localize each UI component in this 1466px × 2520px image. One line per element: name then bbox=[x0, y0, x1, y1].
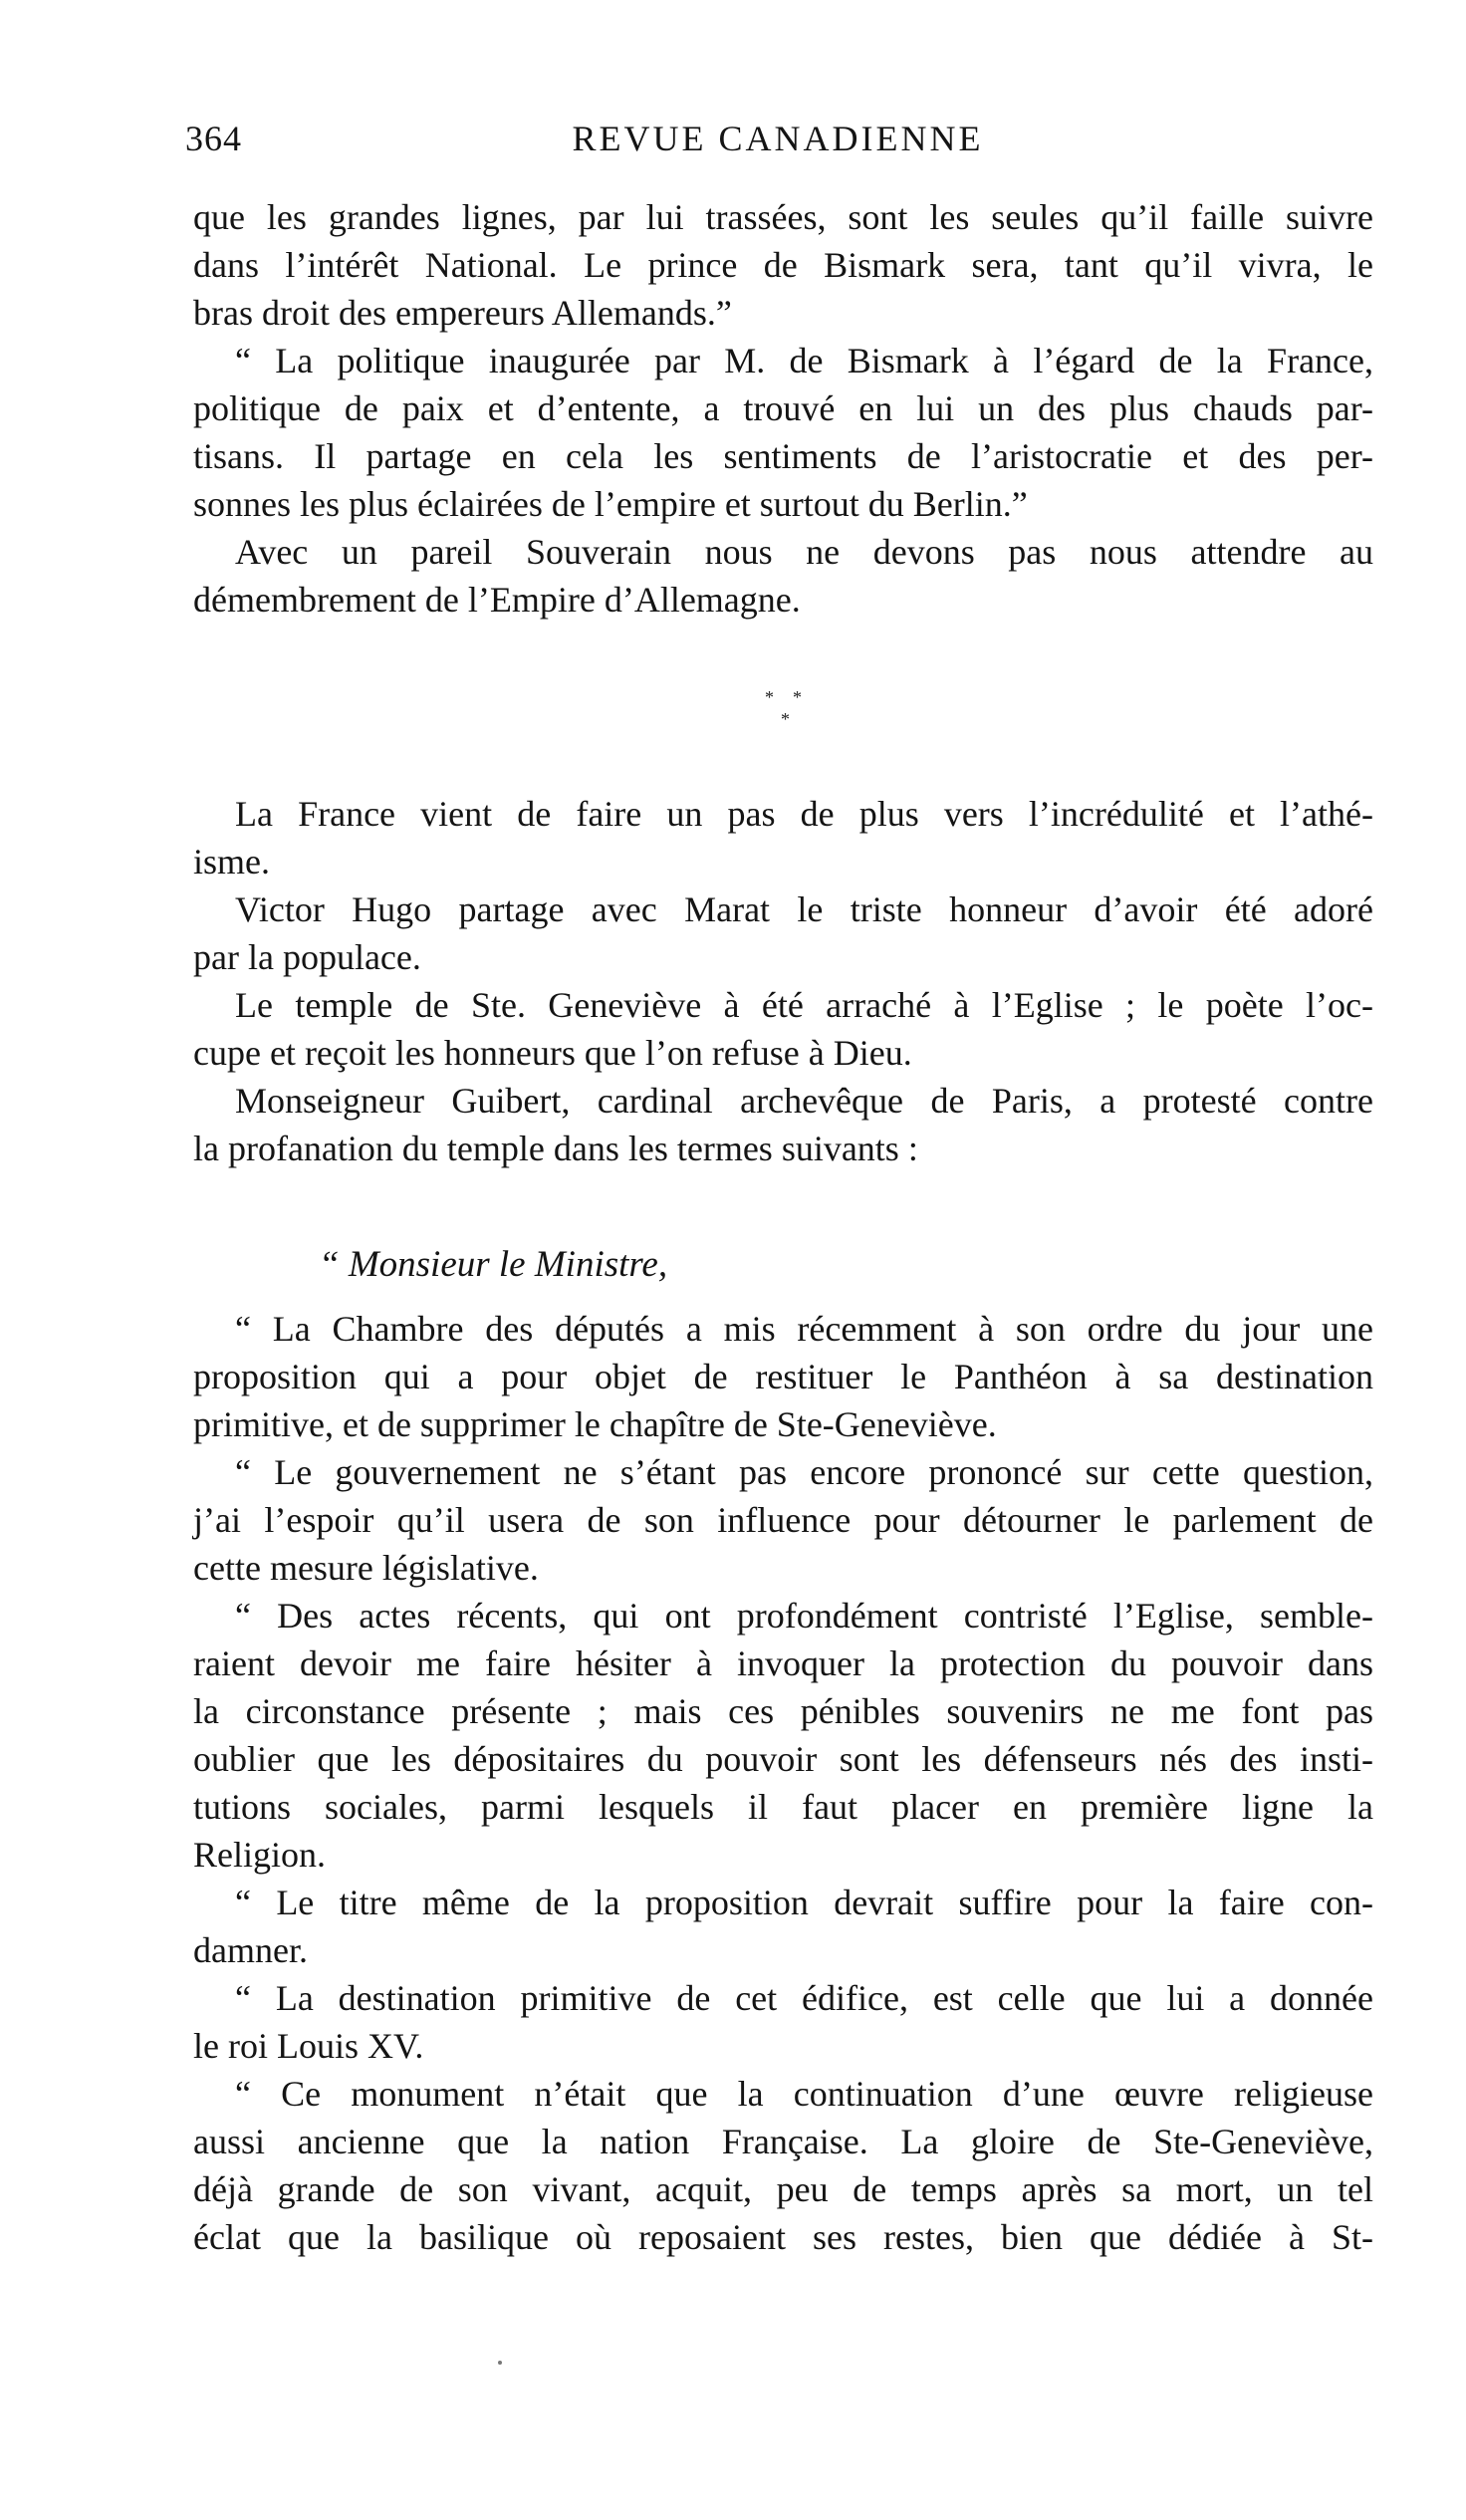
paragraph-block-france bbox=[193, 790, 1373, 1172]
text-line: Victor Hugo partage avec Marat le triste honneur d’avoir été adoré bbox=[235, 889, 1373, 929]
text-line: démembrement de l’Empire d’Allemagne. bbox=[193, 580, 801, 620]
text-line: oublier que les dépositaires du pouvoir sont les défenseurs nés des insti- bbox=[193, 1739, 1373, 1779]
asterism-star: * bbox=[781, 709, 790, 729]
running-title: REVUE CANADIENNE bbox=[572, 119, 984, 158]
text-line: isme. bbox=[193, 842, 270, 882]
text-line: “ La destination primitive de cet édifice, est celle que lui a donnée bbox=[235, 1978, 1373, 2018]
paragraph-block-bismark bbox=[193, 193, 1373, 624]
text-line: la circonstance présente ; mais ces pénibles souvenirs ne me font pas bbox=[193, 1691, 1373, 1731]
text-line: tisans. Il partage en cela les sentiments de l’aristocratie et des per- bbox=[193, 436, 1373, 476]
text-line: La France vient de faire un pas de plus vers l’incrédulité et l’athé- bbox=[235, 794, 1373, 834]
text-line: Religion. bbox=[193, 1835, 326, 1875]
text-line: la profanation du temple dans les termes suivants : bbox=[193, 1129, 918, 1168]
text-line: cupe et reçoit les honneurs que l’on refuse à Dieu. bbox=[193, 1033, 912, 1073]
text-line: politique de paix et d’entente, a trouvé en lui un des plus chauds par- bbox=[193, 388, 1373, 428]
text-line: par la populace. bbox=[193, 937, 421, 977]
section-asterism bbox=[0, 687, 1466, 737]
text-line: Avec un pareil Souverain nous ne devons pas nous attendre au bbox=[235, 532, 1373, 572]
text-line: éclat que la basilique où reposaient ses restes, bien que dédiée à St- bbox=[193, 2217, 1373, 2257]
page-number: 364 bbox=[185, 119, 242, 158]
text-line: dans l’intérêt National. Le prince de Bismark sera, tant qu’il vivra, le bbox=[193, 245, 1373, 285]
text-line: “ La politique inaugurée par M. de Bismark à l’égard de la France, bbox=[235, 341, 1373, 380]
text-line: Le temple de Ste. Geneviève à été arraché à l’Eglise ; le poète l’oc- bbox=[235, 985, 1373, 1025]
text-line: “ Le gouvernement ne s’étant pas encore prononcé sur cette question, bbox=[235, 1452, 1373, 1492]
text-line: que les grandes lignes, par lui trassées, sont les seules qu’il faille suivre bbox=[193, 197, 1373, 237]
text-line: cette mesure législative. bbox=[193, 1548, 539, 1588]
text-line: damner. bbox=[193, 1930, 308, 1970]
text-line: le roi Louis XV. bbox=[193, 2026, 424, 2066]
text-line: j’ai l’espoir qu’il usera de son influence pour détourner le parlement de bbox=[193, 1500, 1373, 1540]
text-line: “ Des actes récents, qui ont profondément contristé l’Eglise, semble- bbox=[235, 1596, 1373, 1636]
text-line: aussi ancienne que la nation Française. La gloire de Ste-Geneviève, bbox=[193, 2122, 1373, 2161]
page-header bbox=[185, 118, 1370, 167]
text-line: Monseigneur Guibert, cardinal archevêque de Paris, a protesté contre bbox=[235, 1081, 1373, 1121]
letter-salutation: “ Monsieur le Ministre, bbox=[319, 1244, 668, 1285]
text-line: “ La Chambre des députés a mis récemment à son ordre du jour une bbox=[235, 1309, 1373, 1349]
text-line: bras droit des empereurs Allemands.” bbox=[193, 293, 732, 333]
text-line: raient devoir me faire hésiter à invoquer la protection du pouvoir dans bbox=[193, 1643, 1373, 1683]
text-line: sonnes les plus éclairées de l’empire et surtout du Berlin.” bbox=[193, 484, 1028, 524]
text-line: proposition qui a pour objet de restituer le Panthéon à sa destination bbox=[193, 1357, 1373, 1396]
text-line: déjà grande de son vivant, acquit, peu de temps après sa mort, un tel bbox=[193, 2169, 1373, 2209]
text-line: “ Le titre même de la proposition devrait suffire pour la faire con- bbox=[235, 1883, 1373, 1922]
asterism-star: * bbox=[793, 687, 802, 707]
text-line: primitive, et de supprimer le chapître de Ste-Geneviève. bbox=[193, 1404, 997, 1444]
print-speck bbox=[498, 2361, 502, 2365]
text-line: tutions sociales, parmi lesquels il faut placer en première ligne la bbox=[193, 1787, 1373, 1827]
asterism-star: * bbox=[765, 687, 774, 707]
text-line: “ Ce monument n’était que la continuation d’une œuvre religieuse bbox=[235, 2074, 1373, 2114]
letter-body bbox=[193, 1305, 1373, 2261]
